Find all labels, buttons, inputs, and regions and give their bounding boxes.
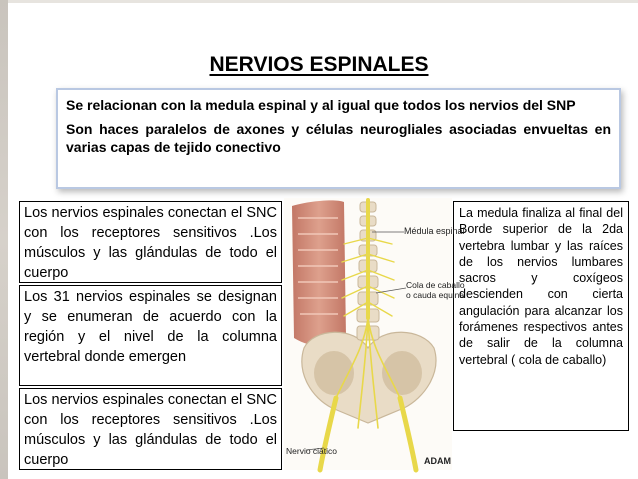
- intro-line-2: Son haces paralelos de axones y células neurogliales asociadas envueltas en varias capas de tejido conectivo: [66, 121, 611, 155]
- text-box-31-nerves: Los 31 nervios espinales se designan y se enumeran de acuerdo con la región y el nivel de la columna vertebral donde emergen: [19, 285, 282, 386]
- spinal-anatomy-illustration: [284, 198, 465, 470]
- text-box-connection-2: Los nervios espinales conectan el SNC con los receptores sensitivos .Los músculos y las glándulas de todo el cuerpo: [19, 388, 282, 470]
- left-muscle: [292, 200, 346, 346]
- label-cauda-equina-1: Cola de caballo: [406, 280, 465, 290]
- anatomy-svg: [284, 198, 465, 470]
- text-box-connection-1: Los nervios espinales conectan el SNC con los receptores sensitivos .Los músculos y las glándulas de todo el cuerpo: [19, 201, 282, 283]
- intro-box: [56, 88, 621, 189]
- label-sciatic-nerve: Nervio ciático: [286, 446, 338, 456]
- slide-title-text: NERVIOS ESPINALES: [209, 53, 429, 76]
- label-cauda-equina-2: o cauda equina: [406, 290, 465, 300]
- slide-title: [0, 53, 638, 77]
- adam-logo: ADAM: [424, 456, 451, 466]
- slide-top-border: [8, 0, 638, 3]
- label-spinal-cord: Médula espinal: [404, 226, 465, 236]
- intro-line-1: Se relacionan con la medula espinal y al igual que todos los nervios del SNP: [66, 97, 576, 113]
- text-box-cauda-equina: La medula finaliza al final del Borde superior de la 2da vertebra lumbar y las raíces de los nervios lumbares sacros y coxígeos descienden con cierta angulación para alcanzar los forámenes respectivos antes de salir de la columna vertebral ( cola de caballo): [453, 201, 629, 431]
